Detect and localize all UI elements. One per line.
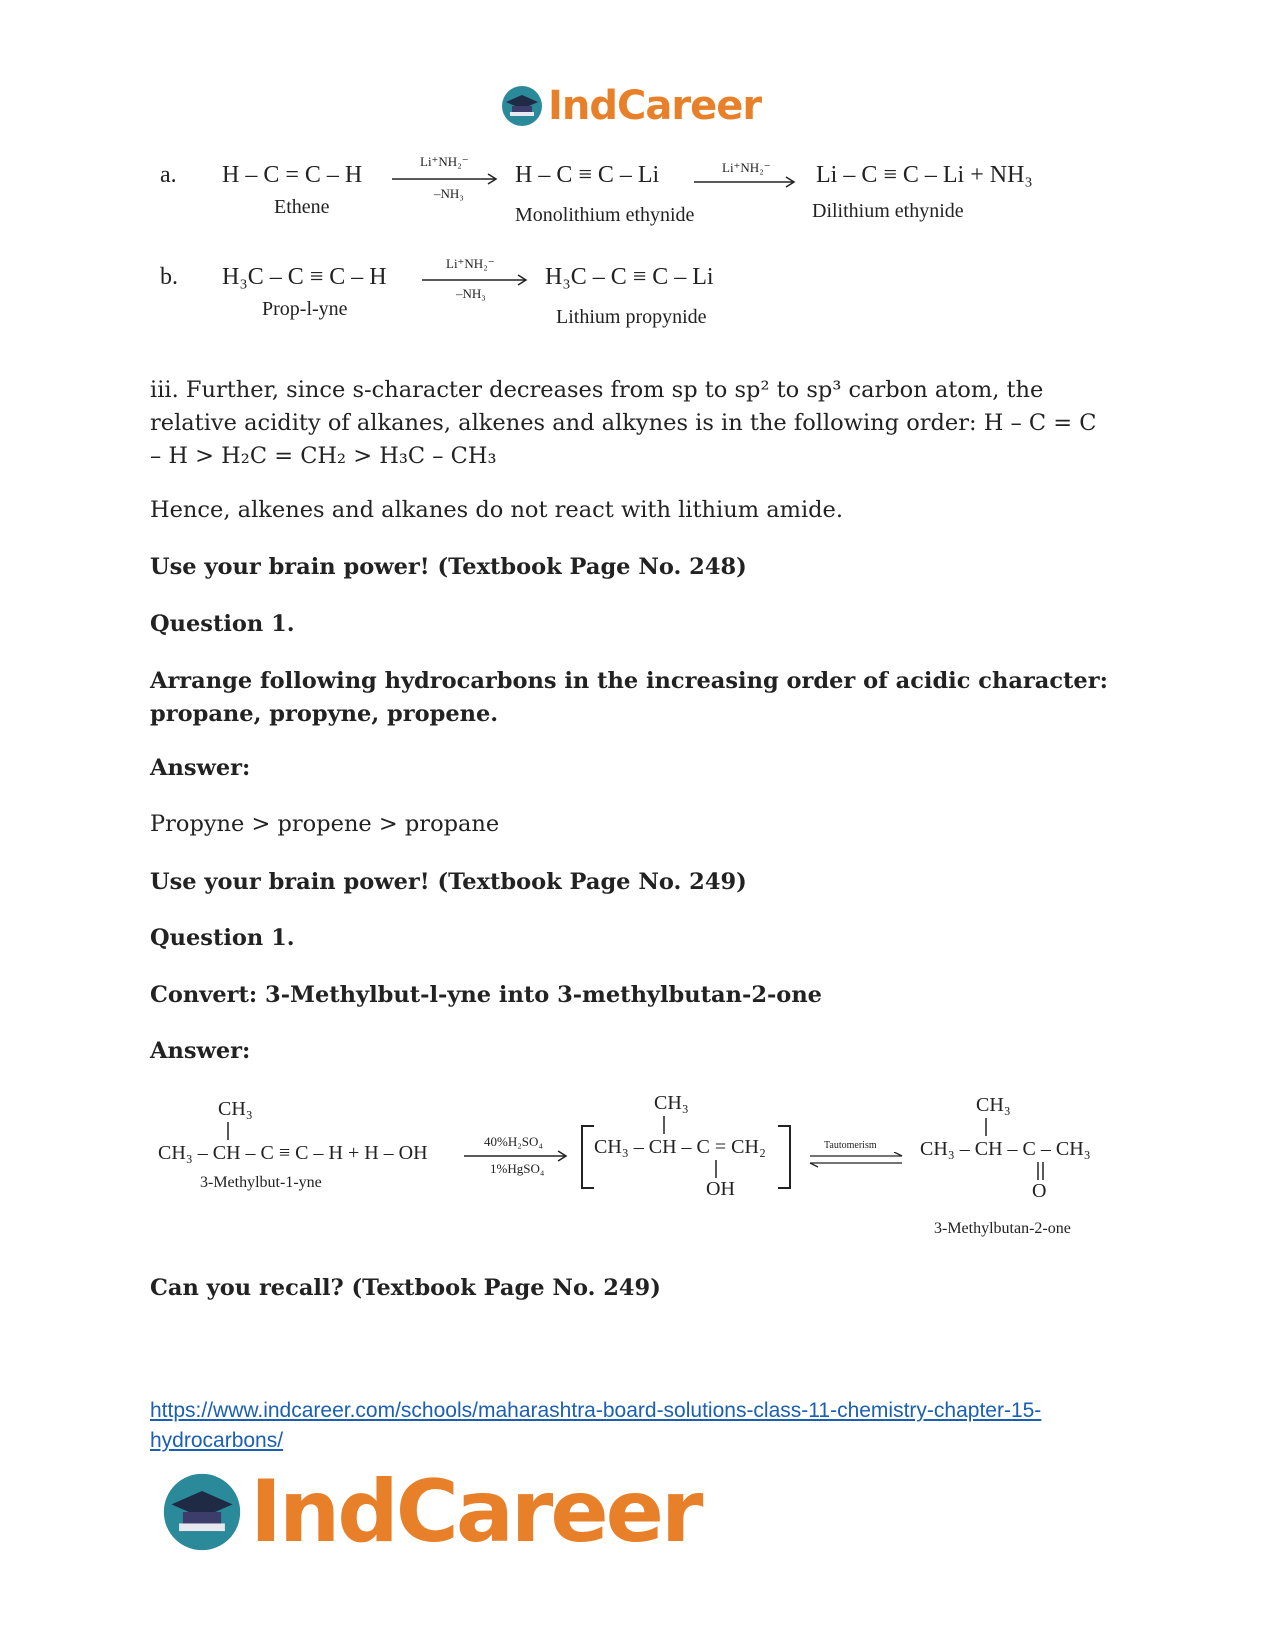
reaction-c-product-bond-top — [984, 1118, 988, 1136]
question-arrange: Arrange following hydrocarbons in the increasing order of acidic character: propane, propyne, propene. — [150, 668, 1108, 727]
reaction-c-right-bracket — [776, 1124, 792, 1190]
question-1-heading: Question 1. — [150, 611, 295, 637]
reaction-c-reactant-bond — [226, 1122, 230, 1140]
header-logo — [500, 80, 761, 132]
footer-link[interactable]: https://www.indcareer.com/schools/maharashtra-board-solutions-class-11-chemistry-chapter-15-hydrocarbons/ — [150, 1399, 1042, 1452]
reaction-b-product: H₃C – C ≡ C – Li — [545, 264, 714, 290]
reaction-c-intermediate-branch: CH₃ — [654, 1092, 689, 1114]
reaction-a-product-name: Dilithium ethynide — [812, 200, 964, 222]
answer-heading: Answer: — [150, 755, 251, 781]
reaction-c-product: CH₃ – CH – C – CH₃ — [920, 1138, 1091, 1160]
reaction-a-arrow1-top: Li⁺NH₂⁻ — [420, 154, 469, 169]
reaction-c-product-double-bond — [1036, 1162, 1046, 1180]
reaction-c-reactant-branch: CH₃ — [218, 1098, 253, 1120]
reaction-a-arrow1 — [392, 172, 504, 186]
paragraph-hence: Hence, alkenes and alkanes do not react with lithium amide. — [150, 497, 844, 523]
reaction-a-label: a. — [160, 162, 177, 188]
reaction-b-label: b. — [160, 264, 178, 290]
reaction-b-arrow-bottom: –NH₃ — [456, 286, 486, 301]
logo-text: IndCareer — [548, 83, 762, 129]
reaction-a-reactant-name: Ethene — [274, 196, 330, 218]
reaction-c-tautomerism-label: Tautomerism — [824, 1140, 877, 1151]
footer-logo — [160, 1462, 700, 1562]
reaction-c-equilibrium-arrows — [806, 1152, 906, 1168]
reaction-a-intermediate: H – C ≡ C – Li — [515, 162, 660, 188]
reaction-c-product-sub: O — [1032, 1180, 1047, 1202]
paragraph-iii: iii. Further, since s-character decreases from sp to sp² to sp³ carbon atom, the relative acidity of alkanes, alkenes and alkynes is in the following order: H – C = C – H > H₂C = CH₂ > H₃C – CH₃ — [150, 377, 1097, 469]
reaction-c-product-name: 3-Methylbutan-2-one — [934, 1220, 1071, 1237]
logo-text: IndCareer — [250, 1462, 701, 1562]
reaction-a-reactant: H – C = C – H — [222, 162, 363, 188]
question-1b-heading: Question 1. — [150, 925, 295, 951]
reaction-c-intermediate-bond-bottom — [714, 1160, 718, 1178]
reaction-c-product-branch: CH₃ — [976, 1094, 1011, 1116]
reaction-a-intermediate-name: Monolithium ethynide — [515, 204, 695, 226]
heading-brain-248: Use your brain power! (Textbook Page No. 248) — [150, 554, 747, 580]
reaction-b-reactant: H₃C – C ≡ C – H — [222, 264, 387, 290]
reaction-b-arrow — [422, 273, 534, 287]
reaction-a-arrow2 — [694, 175, 802, 189]
question-convert: Convert: 3-Methylbut-l-yne into 3-methylbutan-2-one — [150, 982, 822, 1008]
reaction-b-arrow-top: Li⁺NH₂⁻ — [446, 256, 495, 271]
heading-recall-249: Can you recall? (Textbook Page No. 249) — [150, 1275, 661, 1301]
graduation-cap-icon — [160, 1470, 244, 1554]
reaction-c-intermediate: CH₃ – CH – C = CH₂ — [594, 1136, 766, 1158]
reaction-c-intermediate-sub: OH — [706, 1178, 735, 1200]
graduation-cap-icon — [500, 84, 544, 128]
reaction-a-arrow1-bottom: –NH₃ — [434, 186, 464, 201]
answer-b-heading: Answer: — [150, 1038, 251, 1064]
answer-text: Propyne > propene > propane — [150, 811, 500, 837]
reaction-a-product: Li – C ≡ C – Li + NH₃ — [816, 162, 1033, 188]
reaction-c-reactant: CH₃ – CH – C ≡ C – H + H – OH — [158, 1142, 428, 1164]
heading-brain-249: Use your brain power! (Textbook Page No. 249) — [150, 869, 747, 895]
reaction-c-arrow-bottom: 1%HgSO₄ — [490, 1161, 545, 1176]
reaction-b-reactant-name: Prop-l-yne — [262, 298, 348, 320]
reaction-a-arrow2-top: Li⁺NH₂⁻ — [722, 160, 771, 175]
reaction-c-arrow-top: 40%H₂SO₄ — [484, 1134, 543, 1149]
reaction-b-product-name: Lithium propynide — [556, 306, 707, 328]
reaction-c-reactant-name: 3-Methylbut-1-yne — [200, 1174, 322, 1191]
reaction-c-intermediate-bond-top — [662, 1116, 666, 1134]
